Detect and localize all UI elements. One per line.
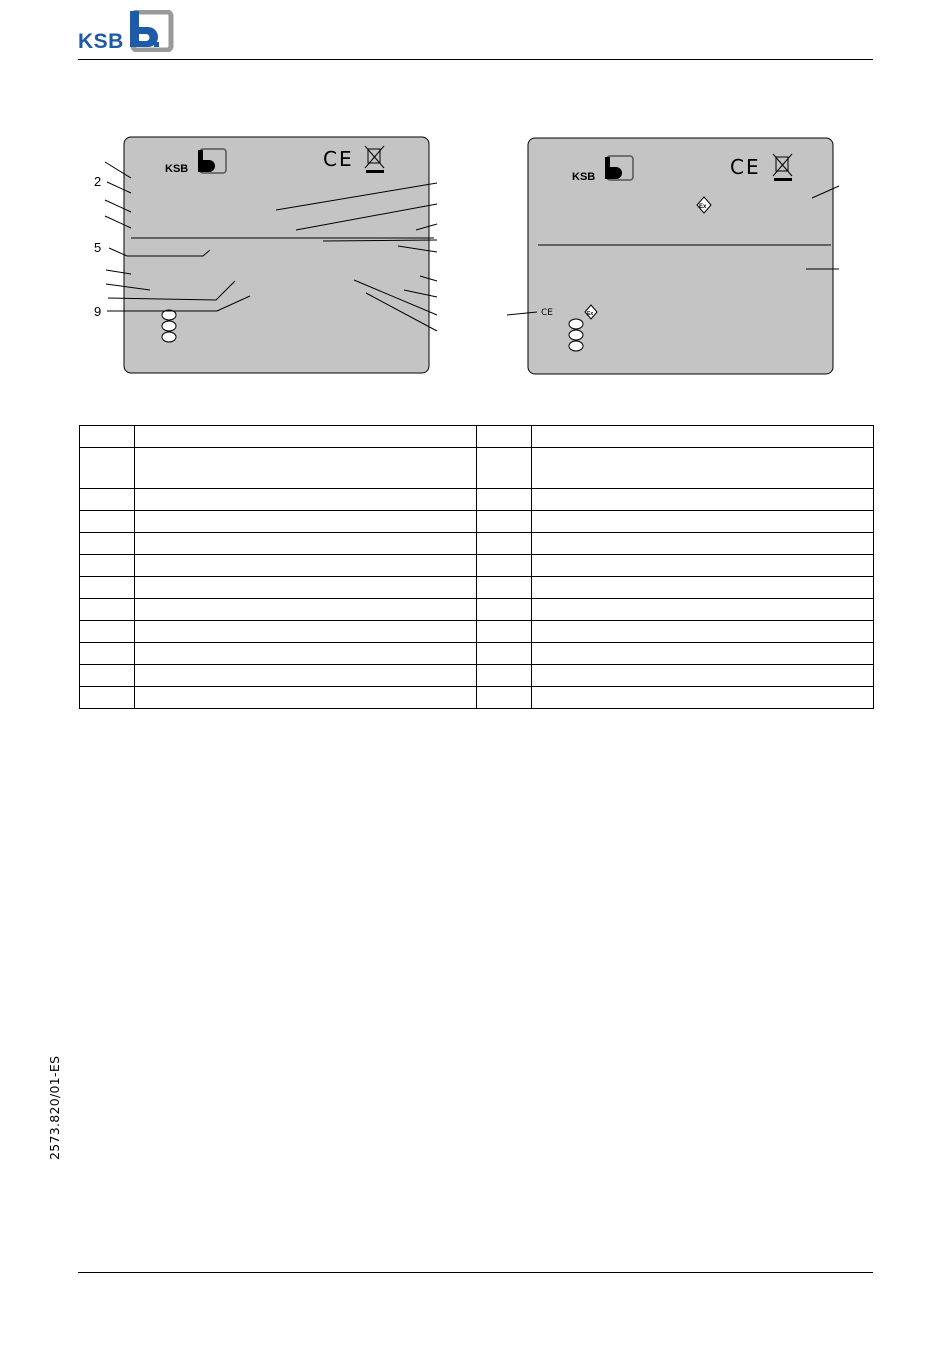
table-cell (80, 577, 135, 599)
table-cell (477, 511, 532, 533)
table-cell (135, 448, 477, 489)
table-row (80, 687, 874, 709)
plate-left-logo-text: KSB (165, 163, 189, 175)
callout-number: 9 (94, 304, 102, 319)
table-cell (477, 687, 532, 709)
plate-right-logo-text: KSB (572, 171, 596, 183)
table-row (80, 665, 874, 687)
callout-number: 2 (94, 174, 102, 189)
table-cell (477, 643, 532, 665)
table-cell (80, 687, 135, 709)
table-cell (135, 643, 477, 665)
table-cell (135, 599, 477, 621)
table-cell (80, 448, 135, 489)
table-cell (135, 426, 477, 448)
table-cell (135, 687, 477, 709)
table-cell (80, 511, 135, 533)
table-cell (532, 687, 874, 709)
plate-right-ex-mark: Ex (699, 204, 707, 210)
plate-left-ce-mark: CE (323, 147, 354, 171)
nameplate-right (507, 138, 839, 374)
table-cell (80, 489, 135, 511)
table-cell (532, 511, 874, 533)
table-cell (135, 577, 477, 599)
ksb-logo-text: KSB (78, 30, 124, 52)
table-row (80, 511, 874, 533)
table-row (80, 621, 874, 643)
nameplate-figure (0, 0, 950, 400)
table-cell (80, 643, 135, 665)
table-cell (532, 621, 874, 643)
table-cell (80, 621, 135, 643)
table-row (80, 599, 874, 621)
table-cell (135, 621, 477, 643)
table-cell (532, 665, 874, 687)
table-cell (135, 555, 477, 577)
table-cell (477, 448, 532, 489)
legend-table (79, 425, 874, 709)
plate-right-small-ex: Ex (587, 311, 594, 317)
table-cell (532, 599, 874, 621)
table-row (80, 577, 874, 599)
table-cell (532, 489, 874, 511)
table-cell (477, 555, 532, 577)
table-cell (477, 621, 532, 643)
footer-rule (78, 1272, 873, 1273)
table-cell (532, 426, 874, 448)
table-cell (532, 448, 874, 489)
callout-number: 5 (94, 240, 102, 255)
table-cell (532, 577, 874, 599)
table-cell (477, 577, 532, 599)
table-cell (80, 555, 135, 577)
table-cell (80, 599, 135, 621)
table-cell (135, 533, 477, 555)
table-row (80, 448, 874, 489)
table-row (80, 426, 874, 448)
table-row (80, 489, 874, 511)
table-row (80, 533, 874, 555)
nameplate-left (94, 137, 437, 373)
table-row (80, 555, 874, 577)
plate-right-ce-mark: CE (730, 155, 761, 179)
table-cell (80, 426, 135, 448)
table-cell (80, 533, 135, 555)
table-cell (477, 426, 532, 448)
table-cell (135, 665, 477, 687)
table-cell (532, 533, 874, 555)
table-cell (532, 555, 874, 577)
table-cell (477, 665, 532, 687)
table-cell (477, 489, 532, 511)
table-cell (80, 665, 135, 687)
document-code: 2573.820/01-ES (47, 1055, 62, 1160)
plate-right-small-ce: CE (541, 308, 553, 318)
table-cell (135, 489, 477, 511)
table-cell (477, 599, 532, 621)
table-row (80, 643, 874, 665)
table-cell (477, 533, 532, 555)
table-cell (532, 643, 874, 665)
table-cell (135, 511, 477, 533)
